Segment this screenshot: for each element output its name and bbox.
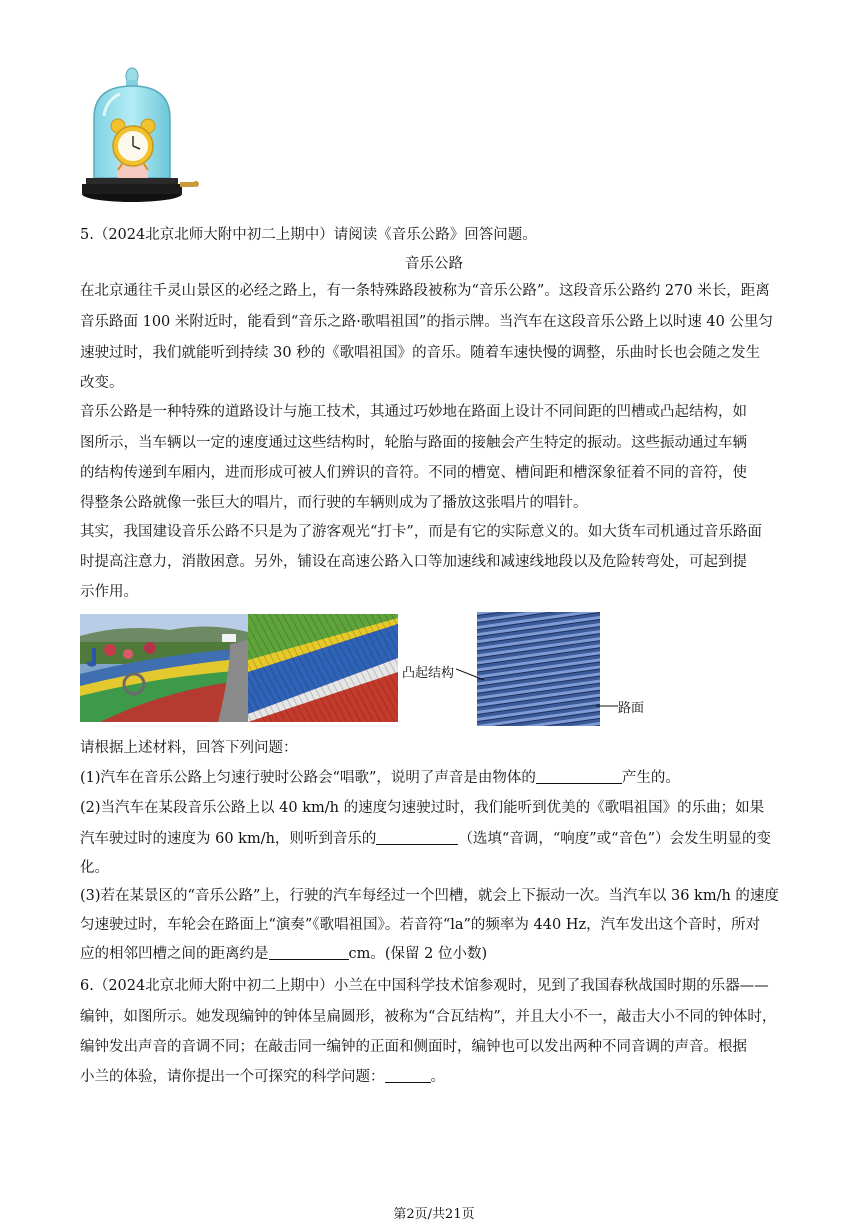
- article-title: 音乐公路: [405, 256, 463, 272]
- q6-line-3: 编钟发出声音的音调不同；在敲击同一编钟的正面和侧面时，编钟也可以发出两种不同音调的声音。根据: [80, 1039, 747, 1055]
- sub1-text-before: (1)汽车在音乐公路上匀速行驶时公路会“唱歌”，说明了声音是由物体的: [80, 770, 536, 786]
- road-surface-label: 路面: [618, 701, 645, 716]
- p1-line-2: 音乐路面 100 米附近时，能看到“音乐之路·歌唱祖国”的指示牌。当汽车在这段音乐公路上以时速 40 公里匀: [80, 314, 773, 330]
- question-prompt: 请根据上述材料，回答下列问题：: [80, 740, 298, 756]
- q6-text-before: 小兰的体验，请你提出一个可探究的科学问题：: [80, 1069, 385, 1085]
- q5-header: 5.（2024北京北师大附中初二上期中）请阅读《音乐公路》回答问题。: [80, 227, 537, 243]
- p3-line-3: 示作用。: [80, 584, 138, 600]
- p3-line-1: 其实，我国建设音乐公路不只是为了游客观光“打卡”，而是有它的实际意义的。如大货车司机通过音乐路面: [80, 524, 762, 540]
- sub2-line-2: [80, 829, 771, 849]
- sub3-answer-blank[interactable]: [269, 945, 349, 960]
- road-surface-leader-line: [596, 703, 620, 709]
- p2-line-2: 图所示，当车辆以一定的速度通过这些结构时，轮胎与路面的接触会产生特定的振动。这些振动通过车辆: [80, 435, 747, 451]
- sub3-line-1: (3)若在某景区的“音乐公路”上，行驶的汽车每经过一个凹槽，就会上下振动一次。当汽车以 36 km/h 的速度: [80, 888, 779, 904]
- raised-structure-label: 凸起结构: [402, 666, 455, 681]
- q6-line-1: 6.（2024北京北师大附中初二上期中）小兰在中国科学技术馆参观时，见到了我国春秋战国时期的乐器——: [80, 978, 769, 994]
- raised-structure-photo: [477, 612, 600, 726]
- p3-line-2: 时提高注意力，消散困意。另外，铺设在高速公路入口等加速线和减速线地段以及危险转弯处，可起到提: [80, 554, 747, 570]
- q6-line-2: 编钟，如图所示。她发现编钟的钟体呈扁圆形，被称为“合瓦结构”，并且大小不一，敲击大小不同的钟体时，: [80, 1009, 777, 1025]
- page-footer: 第2页/共21页: [393, 1207, 475, 1222]
- sub2-text-after: （选填“音调，“响度”或“音色”）会发生明显的变: [458, 831, 771, 847]
- sub2-text-before: 汽车驶过时的速度为 60 km/h，则听到音乐的: [80, 831, 377, 847]
- sub3-line-2: 匀速驶过时，车轮会在路面上“演奏”《歌唱祖国》。若音符“la”的频率为 440 Hz，汽车发出这个音时，所对: [80, 917, 761, 933]
- bell-jar-alarm-clock-image: [80, 66, 202, 206]
- sub3-line-3: [80, 944, 487, 964]
- sub1-text-after: 产生的。: [621, 770, 680, 786]
- sub3-text-after: cm。(保留 2 位小数): [348, 946, 488, 962]
- q6-answer-blank[interactable]: [385, 1068, 431, 1083]
- p1-line-4: 改变。: [80, 375, 124, 391]
- colored-stripes-photo: [248, 614, 398, 722]
- sub1-answer-blank[interactable]: [536, 769, 622, 784]
- sub2-answer-blank[interactable]: [376, 830, 458, 845]
- raised-structure-leader-line: [456, 668, 486, 682]
- sub-question-1: [80, 768, 680, 788]
- p2-line-3: 的结构传递到车厢内，进而形成可被人们辨识的音符。不同的槽宽、槽间距和槽深象征着不同的音符，使: [80, 465, 747, 481]
- q6-line-4: [80, 1067, 445, 1087]
- p1-line-3: 速驶过时，我们就能听到持续 30 秒的《歌唱祖国》的音乐。随着车速快慢的调整，乐曲时长也会随之发生: [80, 345, 761, 361]
- p2-line-1: 音乐公路是一种特殊的道路设计与施工技术，其通过巧妙地在路面上设计不同间距的凹槽或凸起结构，如: [80, 404, 747, 420]
- p2-line-4: 得整条公路就像一张巨大的唱片，而行驶的车辆则成为了播放这张唱片的唱针。: [80, 495, 588, 511]
- q6-text-after: 。: [430, 1069, 445, 1085]
- p1-line-1: 在北京通往千灵山景区的必经之路上，有一条特殊路段被称为“音乐公路”。这段音乐公路约 270 米长，距离: [80, 283, 770, 299]
- sub2-line-1: (2)当汽车在某段音乐公路上以 40 km/h 的速度匀速驶过时，我们能听到优美的《歌唱祖国》的乐曲；如果: [80, 800, 765, 816]
- music-road-photo: [80, 614, 248, 722]
- sub2-line-3: 化。: [80, 860, 109, 876]
- sub3-text-before: 应的相邻凹槽之间的距离约是: [80, 946, 269, 962]
